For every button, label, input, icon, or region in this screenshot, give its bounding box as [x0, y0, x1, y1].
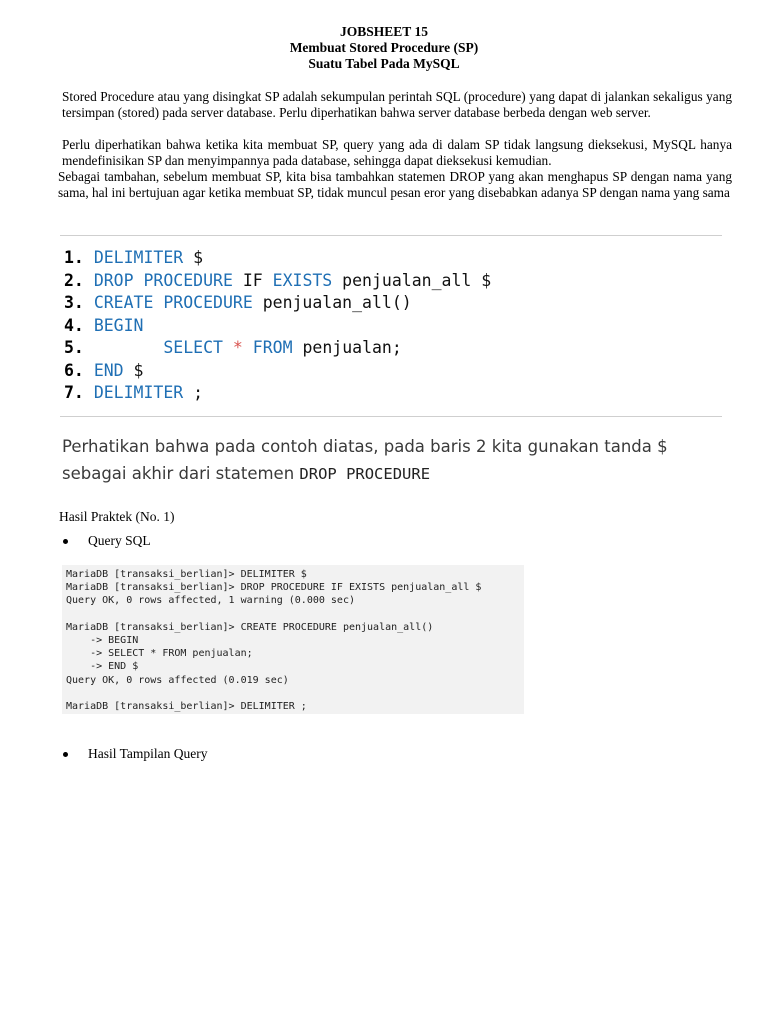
paragraph-note: Perlu diperhatikan bahwa ketika kita membuat SP, query yang ada di dalam SP tidak langsung dieksekusi, MySQL hanya mendefinisikan SP dan menyimpannya pada database, sehingga dapat dieksekusi kemudian.: [62, 137, 732, 168]
terminal-line: MariaDB [transaksi_berlian]> DELIMITER $: [66, 569, 307, 580]
bullet-label: Hasil Tampilan Query: [88, 746, 208, 761]
code-text: penjualan;: [292, 338, 402, 357]
terminal-line: -> END $: [66, 661, 139, 673]
code-keyword: DELIMITER: [93, 383, 184, 402]
note-code: DROP PROCEDURE: [299, 465, 431, 483]
code-keyword: DELIMITER: [93, 248, 184, 267]
line-number: 4.: [64, 315, 84, 335]
line-number: 7.: [64, 383, 84, 402]
code-keyword: BEGIN: [93, 315, 144, 335]
bullet-label: Query SQL: [88, 533, 151, 548]
code-keyword: END: [93, 360, 124, 380]
code-text: ;: [183, 383, 204, 402]
code-text: $: [183, 248, 204, 267]
code-keyword: DROP PROCEDURE: [93, 270, 233, 290]
terminal-line: -> BEGIN: [66, 634, 139, 646]
title-line-1: JOBSHEET 15: [340, 24, 428, 39]
terminal-line: MariaDB [transaksi_berlian]> CREATE PROCEDURE penjualan_all(): [66, 621, 434, 633]
note-text: Perhatikan bahwa pada contoh diatas, pada baris 2 kita gunakan tanda $ sebagai akhir dari statemen: [62, 437, 668, 483]
code-keyword: CREATE PROCEDURE: [93, 293, 253, 312]
terminal-screenshot: [62, 565, 524, 714]
code-line-7: [64, 382, 724, 405]
code-line-6: [64, 360, 724, 383]
section-heading-hasil: Hasil Praktek (No. 1): [59, 509, 175, 524]
line-number: 3.: [64, 293, 84, 312]
code-indent: [94, 338, 164, 357]
code-keyword: SELECT: [163, 338, 223, 357]
code-line-3: [64, 292, 724, 315]
code-line-2: [64, 270, 724, 293]
bullet-dot-icon: [63, 539, 68, 544]
paragraph-intro: Stored Procedure atau yang disingkat SP adalah sekumpulan perintah SQL (procedure) yang dapat di jalankan sekaligus yang tersimpan (stored) pada server database. Perlu diperhatikan bahwa server database berbeda dengan web server.: [62, 89, 732, 120]
terminal-line: Query OK, 0 rows affected, 1 warning (0.000 sec): [66, 595, 355, 607]
divider-top: [60, 235, 722, 236]
terminal-line: [66, 608, 524, 621]
line-number: 2.: [64, 270, 84, 290]
line-number: 1.: [64, 248, 84, 267]
code-text: penjualan_all(): [252, 293, 412, 312]
terminal-line: Query OK, 0 rows affected (0.019 sec): [66, 674, 289, 686]
terminal-line: MariaDB [transaksi_berlian]> DROP PROCEDURE IF EXISTS penjualan_all $: [66, 582, 482, 594]
code-line-4: [64, 315, 724, 338]
code-keyword: FROM: [252, 338, 293, 357]
code-keyword: EXISTS: [272, 270, 333, 290]
bullet-query-sql: [63, 533, 151, 549]
title-line-2: Membuat Stored Procedure (SP): [289, 40, 479, 55]
code-text: $: [123, 360, 144, 380]
terminal-line: -> SELECT * FROM penjualan;: [66, 648, 253, 660]
note-paragraph: [62, 433, 732, 488]
terminal-line: [66, 687, 524, 700]
bullet-dot-icon: [63, 752, 68, 757]
terminal-line: MariaDB [transaksi_berlian]> DELIMITER ;: [66, 700, 307, 712]
line-number: 6.: [64, 360, 84, 380]
code-line-1: [64, 247, 724, 270]
title-line-3: Suatu Tabel Pada MySQL: [308, 56, 460, 71]
code-line-5: [64, 337, 724, 360]
divider-bottom: [60, 416, 722, 417]
line-number: 5.: [64, 338, 84, 357]
document-title: [0, 24, 768, 72]
code-example: [64, 247, 724, 405]
bullet-hasil-tampilan: [63, 746, 208, 762]
code-text: penjualan_all $: [332, 270, 492, 290]
paragraph-drop: Sebagai tambahan, sebelum membuat SP, kita bisa tambahkan statemen DROP yang akan menghapus SP dengan nama yang sama, hal ini bertujuan agar ketika membuat SP, tidak muncul pesan eror yang disebabkan adanya SP dengan nama yang sama: [58, 169, 732, 200]
code-star: *: [222, 338, 253, 357]
code-text: IF: [232, 270, 273, 290]
